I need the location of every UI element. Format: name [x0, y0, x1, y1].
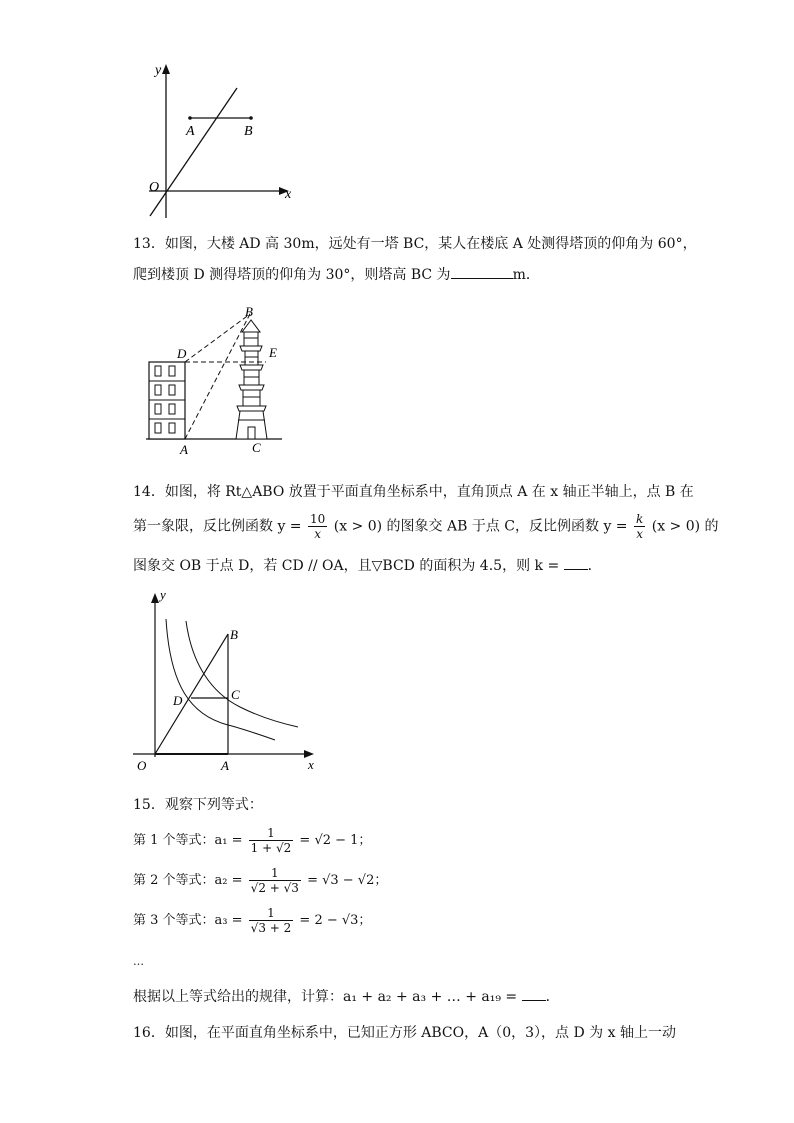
q15-answer-blank[interactable]: [522, 986, 546, 1001]
fraction-denominator: x: [636, 527, 644, 541]
q15-ellipsis: …: [133, 955, 144, 968]
q14-line2: [133, 512, 719, 541]
q15-eq1: [133, 826, 371, 855]
label-e: E: [269, 345, 277, 360]
q15-final-text: 根据以上等式给出的规律，计算：a₁ + a₂ + a₃ + … + a₁₉ =: [133, 989, 518, 1005]
fraction-denominator: 1 + √2: [250, 841, 292, 855]
fraction-k-over-x: [634, 512, 645, 541]
fraction-numerator: k: [636, 512, 644, 526]
q14-line2-b: (x > 0) 的图象交 AB 于点 C，反比例函数 y =: [333, 518, 628, 535]
curve-10-over-x: [186, 621, 298, 727]
fraction-numerator: 1: [249, 906, 294, 921]
fraction-10-over-x: [308, 512, 327, 541]
label-x: x: [285, 187, 292, 202]
eq2-rhs: = √3 − √2；: [307, 873, 388, 888]
q14-line1: 14．如图，将 Rt△ABO 放置于平面直角坐标系中，直角顶点 A 在 x 轴正半轴上，点 B 在: [133, 484, 694, 500]
tower: [236, 320, 267, 439]
label-d: D: [177, 346, 187, 361]
eq3-rhs: = 2 − √3；: [299, 913, 372, 928]
fraction-denominator: √3 + 2: [250, 921, 292, 935]
q15-eq2: [133, 866, 387, 895]
q13-unit: m．: [512, 267, 540, 283]
eq1-rhs: = √2 − 1；: [299, 833, 372, 848]
figure-12: [135, 58, 310, 223]
label-o: O: [149, 180, 160, 195]
label-a: A: [180, 442, 188, 457]
label-c: C: [231, 687, 240, 702]
q15-final: [133, 986, 560, 1007]
label-d: D: [173, 693, 183, 708]
q14-line3-text: 图象交 OB 于点 D，若 CD // OA，且▽BCD 的面积为 4.5，则 k =: [133, 558, 560, 574]
label-a: A: [186, 124, 195, 139]
label-y: y: [155, 63, 162, 78]
curve-k-over-x: [166, 619, 275, 740]
label-a: A: [221, 758, 229, 773]
label-x: x: [308, 757, 314, 772]
point-b-dot: [249, 116, 253, 120]
q13-line2: [133, 264, 540, 285]
q14-line2-c: (x > 0) 的: [651, 518, 719, 535]
q14-answer-blank[interactable]: [564, 555, 588, 570]
eq1-fraction: [249, 826, 294, 855]
label-c: C: [252, 440, 261, 455]
label-b: B: [244, 124, 253, 139]
q13-line1: 13．如图，大楼 AD 高 30m，远处有一塔 BC，某人在楼底 A 处测得塔顶的仰角为 60°，: [133, 236, 697, 252]
eq2-fraction: [249, 866, 301, 895]
figure-13: [140, 302, 290, 462]
segment-ob: [155, 634, 228, 754]
figure-14: [130, 585, 325, 775]
label-o: O: [137, 758, 147, 773]
q13-answer-blank[interactable]: [451, 264, 513, 279]
eq2-label: 第 2 个等式：a₂ =: [133, 873, 243, 888]
y-axis-arrow: [151, 593, 159, 603]
label-b: B: [245, 304, 253, 319]
eq3-label: 第 3 个等式：a₃ =: [133, 913, 243, 928]
q15-final-end: ．: [545, 989, 560, 1005]
fraction-numerator: 1: [249, 826, 294, 841]
label-y: y: [160, 587, 166, 602]
point-a-dot: [188, 116, 192, 120]
q14-line2-a: 第一象限，反比例函数 y =: [133, 518, 302, 535]
q16-line1: 16．如图，在平面直角坐标系中，已知正方形 ABCO，A（0，3），点 D 为 x 轴上一动: [133, 1025, 676, 1041]
eq3-fraction: [249, 906, 294, 935]
fraction-denominator: x: [314, 527, 322, 541]
eq1-label: 第 1 个等式：a₁ =: [133, 833, 243, 848]
label-b: B: [230, 627, 238, 642]
fraction-denominator: √2 + √3: [250, 881, 299, 895]
q13-line2-text: 爬到楼顶 D 测得塔顶的仰角为 30°，则塔高 BC 为: [133, 267, 451, 283]
line-through-origin: [150, 88, 237, 216]
q15-eq3: [133, 906, 371, 935]
fraction-numerator: 10: [310, 512, 326, 526]
q14-line3-end: ．: [587, 558, 602, 574]
q14-line3: [133, 555, 602, 576]
y-axis-arrow: [162, 64, 170, 74]
q15-title: 15．观察下列等式：: [133, 797, 263, 813]
fraction-numerator: 1: [249, 866, 301, 881]
